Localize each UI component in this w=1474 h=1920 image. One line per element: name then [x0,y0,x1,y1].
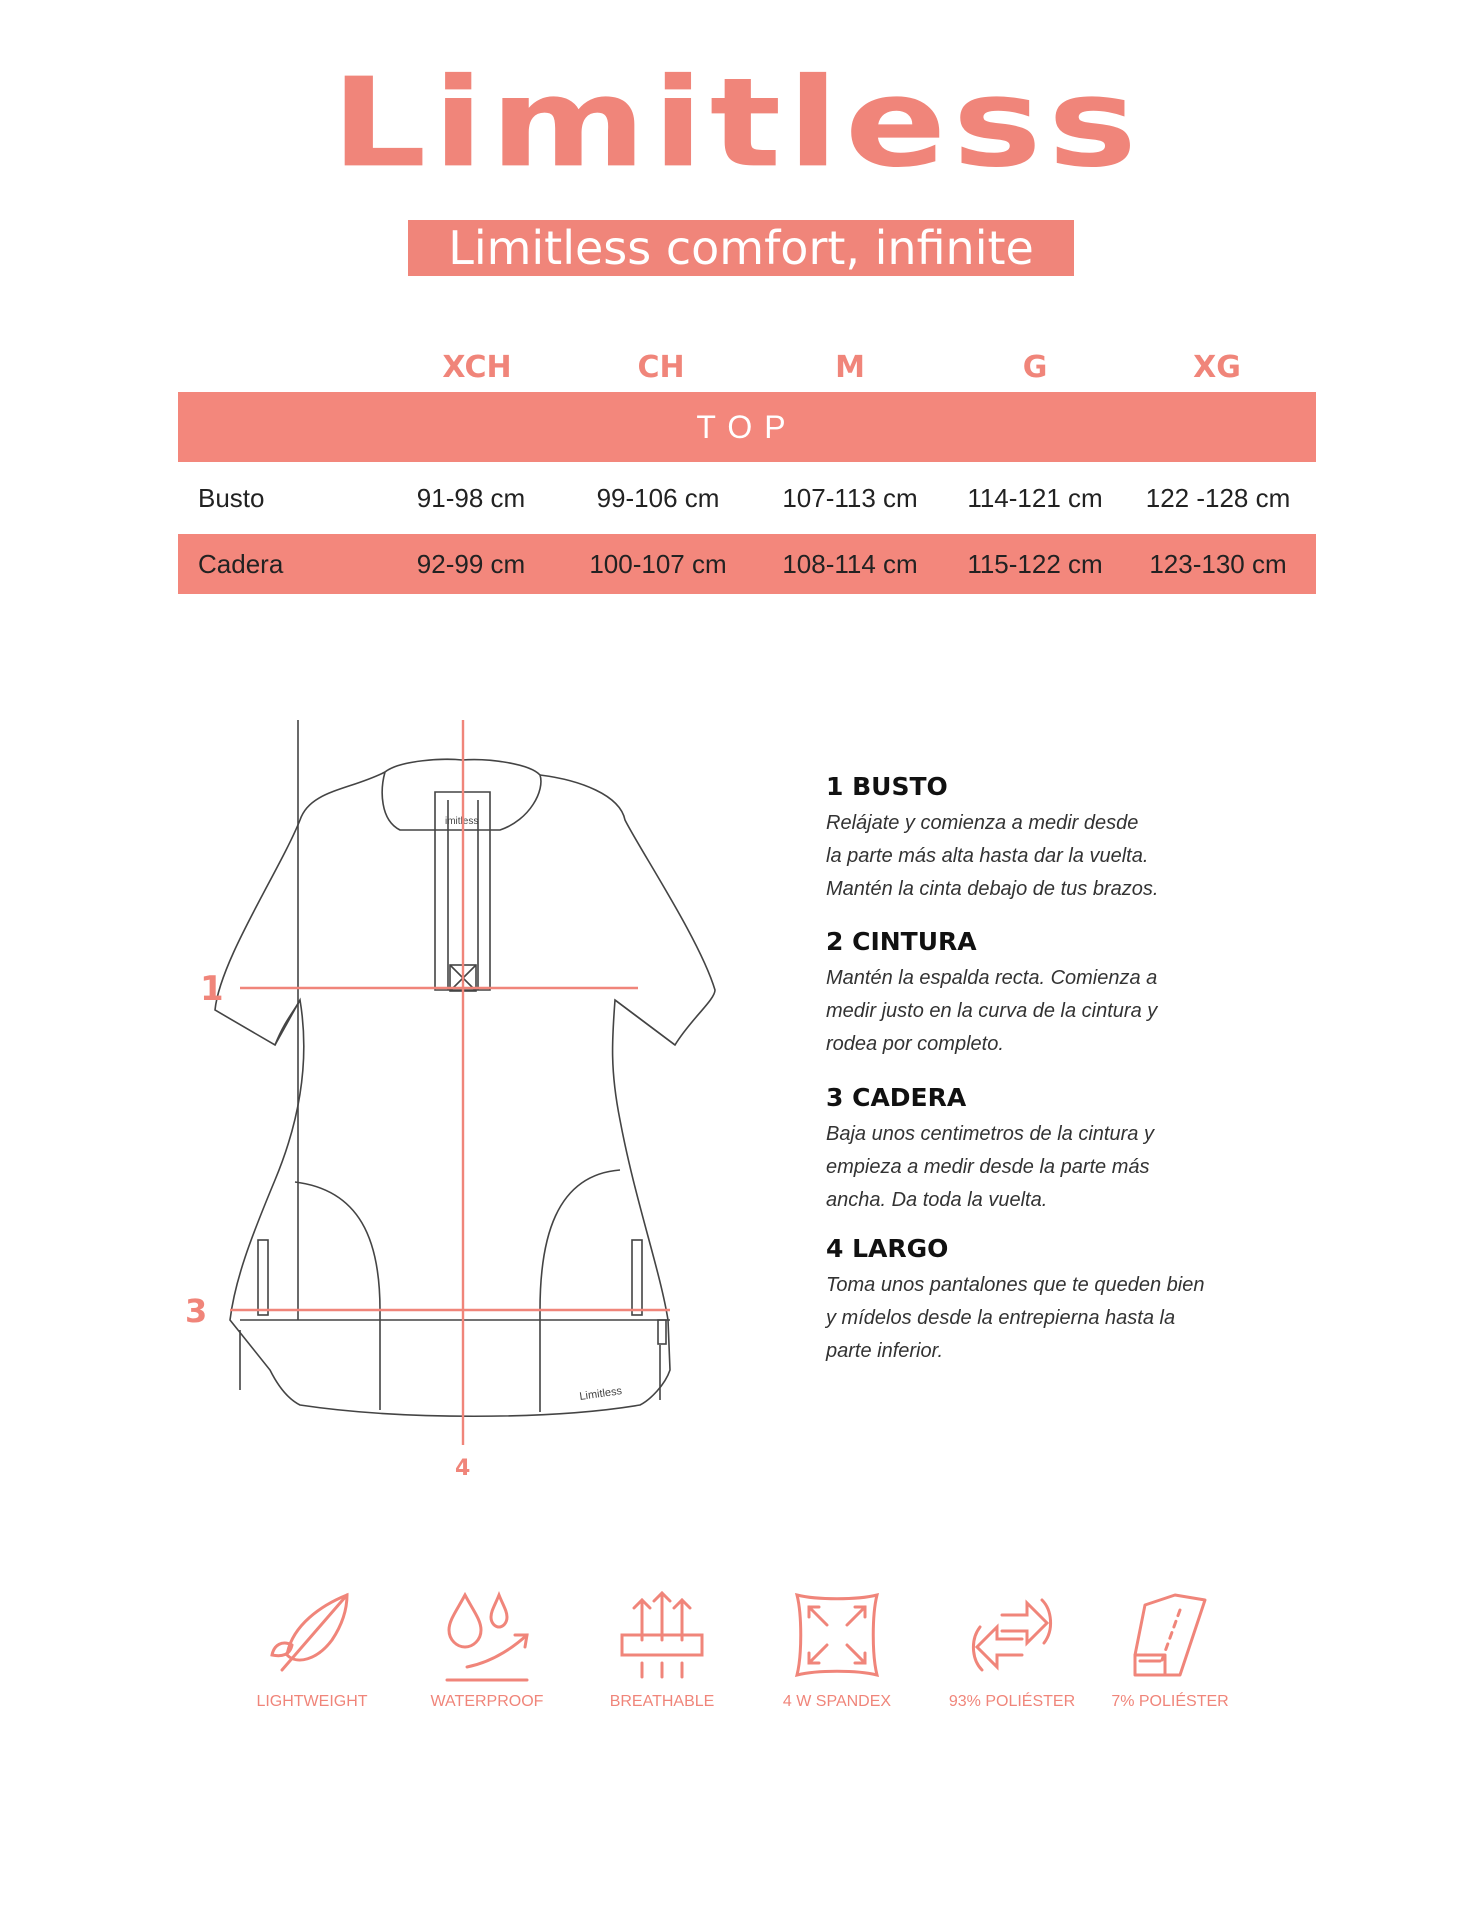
table-cell: 99-106 cm [596,483,720,513]
table-cell: 91-98 cm [416,483,526,513]
row-label: Cadera [198,549,284,579]
table-cell: 100-107 cm [589,549,727,579]
size-header-xg: XG [1193,350,1241,385]
instruction-title: 4 LARGO [826,1234,949,1263]
size-header-ch: CH [637,350,685,385]
instruction-title: 1 BUSTO [826,772,948,801]
instruction-text: Relájate y comienza a medir desde la parte más alta hasta dar la vuelta. Mantén la cinta debajo de tus brazos. [826,812,1159,900]
table-row-cadera [178,534,1316,594]
garment-measurement-diagram [185,720,740,1481]
size-header-xch: XCH [442,350,512,385]
feature-label: LIGHTWEIGHT [256,1693,368,1710]
row-label: Busto [198,483,265,513]
feature-label: 93% POLIÉSTER [948,1693,1076,1710]
feature-label: 4 W SPANDEX [782,1693,892,1710]
stretch-arrows-icon [787,1585,887,1685]
instruction-largo [826,1234,1306,1368]
table-cell: 107-113 cm [782,483,918,513]
feature-label: WATERPROOF [430,1693,544,1710]
size-header-m: M [835,350,865,385]
collar-label: imitless [445,816,479,827]
feature-93-poliester [937,1585,1087,1711]
feature-waterproof [412,1585,562,1711]
breathable-fabric-icon [612,1585,712,1685]
marker-4: 4 [455,1456,471,1481]
table-cell: 108-114 cm [782,549,918,579]
feature-breathable [587,1585,737,1711]
instruction-title: 2 CINTURA [826,927,977,956]
marker-1: 1 [200,969,224,1009]
feature-label: 7% POLIÉSTER [1111,1693,1229,1710]
instruction-text: Mantén la espalda recta. Comienza a medir justo en la curva de la cintura y rodea por completo. [826,967,1158,1055]
instruction-busto [826,772,1306,906]
feature-spandex [762,1585,912,1711]
instruction-cintura [826,927,1306,1061]
size-header-g: G [1022,350,1048,385]
fabric-roll-icon [1120,1585,1220,1685]
brand-tagline: Limitless comfort, infinite care [408,220,1074,276]
section-title-top: TOP [178,392,1316,462]
hem-label: Limitless [578,1385,623,1403]
table-cell: 123-130 cm [1149,549,1287,579]
marker-3: 3 [185,1292,208,1330]
table-cell: 114-121 cm [967,483,1103,513]
feather-icon [262,1585,362,1685]
instruction-title: 3 CADERA [826,1083,967,1112]
table-cell: 115-122 cm [967,549,1103,579]
feature-label: BREATHABLE [609,1693,715,1710]
table-cell: 122 -128 cm [1145,483,1291,513]
recycle-arrows-icon [962,1585,1062,1685]
brand-logo: Limitless [330,52,1144,195]
water-drops-icon [437,1585,537,1685]
instruction-cadera [826,1083,1306,1217]
instruction-text: Toma unos pantalones que te queden bien y mídelos desde la entrepierna hasta la parte inferior. [826,1274,1205,1362]
instruction-text: Baja unos centimetros de la cintura y empieza a medir desde la parte más ancha. Da toda la vuelta. [826,1123,1154,1211]
feature-7-poliester [1095,1585,1245,1711]
feature-lightweight [237,1585,387,1711]
table-cell: 92-99 cm [416,549,526,579]
table-row-busto [178,468,1316,528]
